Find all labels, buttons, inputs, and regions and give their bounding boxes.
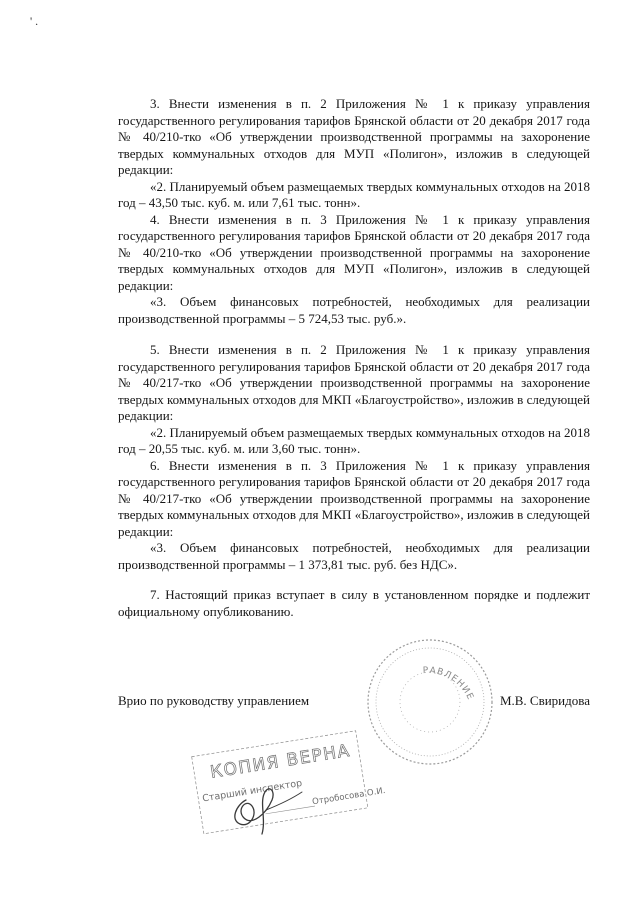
signatory-name: М.В. Свиридова — [499, 693, 590, 708]
signatory-position: Врио по руководству управлением — [118, 693, 310, 708]
paragraph-4: 4. Внести изменения в п. 3 Приложения № 1 к приказу управления государственного регулирования тарифов Брянской области от 20 декабря 2017 года № 40/210-тко «Об утверждении производственной программы на захоронение твердых коммунальных отходов для МУП «Полигон», изложив в следующей редакции: — [118, 211, 590, 293]
stamp-line-3: Отробосова О.И. — [311, 785, 387, 808]
stamp-line-2: Старший инспектор — [201, 777, 303, 805]
paragraph-5: 5. Внести изменения в п. 2 Приложения № 1 к приказу управления государственного регулирования тарифов Брянской области от 20 декабря 2017 года № 40/217-тко «Об утверждении производственной программы на захоронение твердых коммунальных отходов для МКП «Благоустройство», изложив в следующей редакции: — [118, 342, 590, 423]
official-seal — [360, 632, 500, 772]
svg-text:РАВЛЕНИЕ — [419, 665, 479, 704]
paragraph-3-quote: «2. Планируемый объем размещаемых твердых коммунальных отходов на 2018 год – 43,50 тыс. куб. м. или 7,61 тыс. тонн». — [118, 178, 591, 210]
paragraph-4-quote: «3. Объем финансовых потребностей, необходимых для реализации производственной программы – 5 724,53 тыс. руб.». — [118, 294, 590, 326]
paragraph-6-quote: «3. Объем финансовых потребностей, необходимых для реализации производственной программы – 1 373,81 тыс. руб. без НДС». — [118, 540, 590, 572]
corner-marks: ' . — [30, 14, 39, 28]
paragraph-7: 7. Настоящий приказ вступает в силу в установленном порядке и подлежит официальному опубликованию. — [118, 587, 590, 619]
stamp-line-1: КОПИЯ ВЕРНА — [208, 740, 353, 783]
handwritten-signature — [206, 770, 316, 840]
paragraph-5-quote: «2. Планируемый объем размещаемых твердых коммунальных отходов на 2018 год – 20,55 тыс. куб. м. или 3,60 тыс. тонн». — [118, 424, 591, 456]
document-body — [118, 96, 590, 620]
seal-text: РАВЛЕНИЕ — [422, 665, 476, 703]
paragraph-3: 3. Внести изменения в п. 2 Приложения № 1 к приказу управления государственного регулирования тарифов Брянской области от 20 декабря 2017 года № 40/210-тко «Об утверждении производственной программы на захоронение твердых коммунальных отходов для МУП «Полигон», изложив в следующей редакции: — [118, 96, 590, 177]
paragraph-6: 6. Внести изменения в п. 3 Приложения № 1 к приказу управления государственного регулирования тарифов Брянской области от 20 декабря 2017 года № 40/217-тко «Об утверждении производственной программы на захоронение твердых коммунальных отходов для МКП «Благоустройство», изложив в следующей редакции: — [118, 457, 590, 539]
